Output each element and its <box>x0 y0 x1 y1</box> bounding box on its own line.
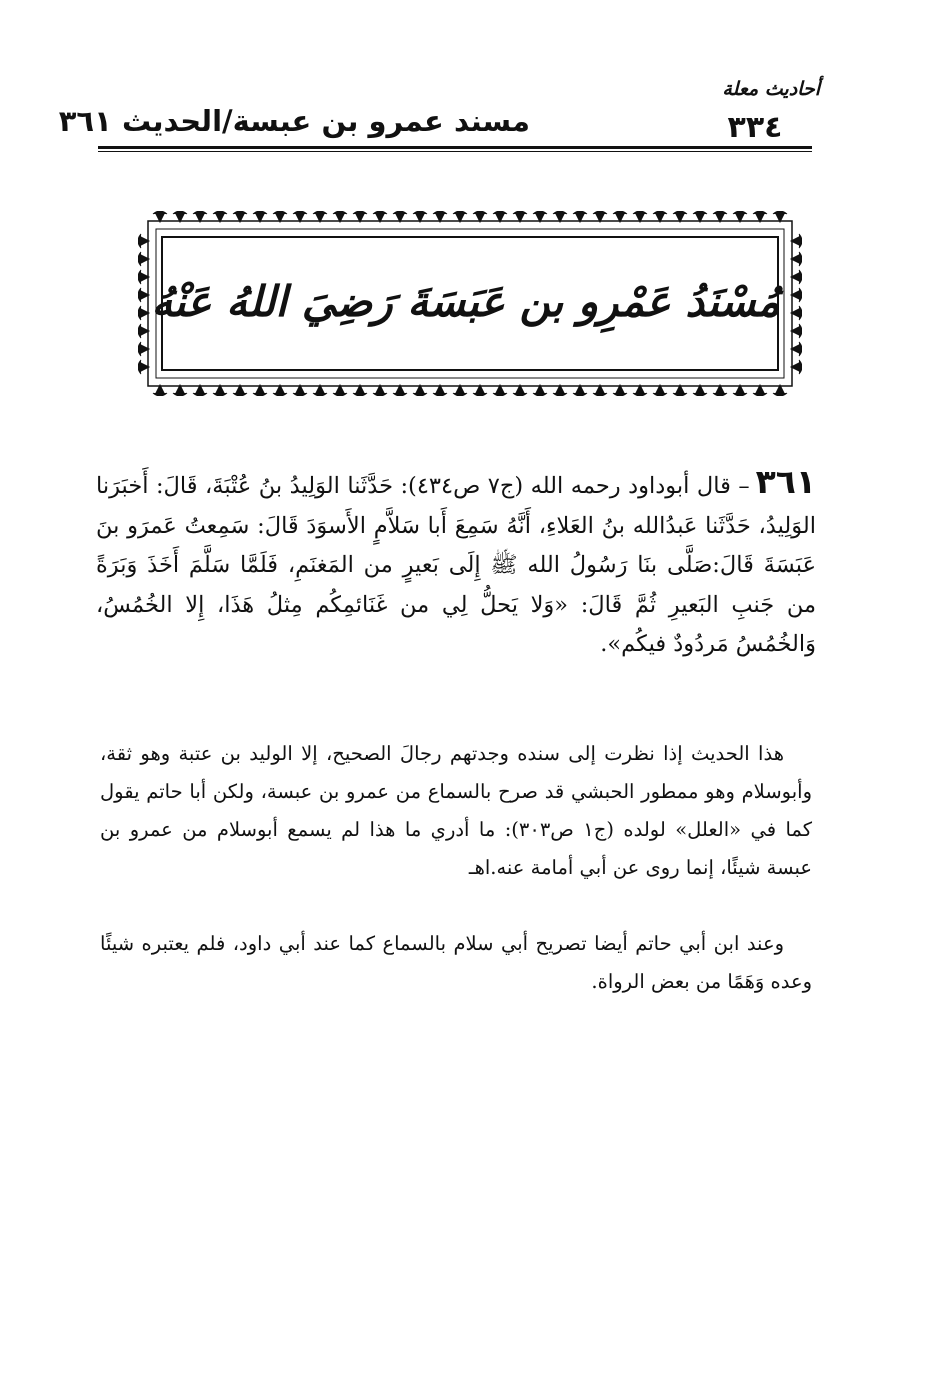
book-brand: أحاديث معلة <box>722 78 820 100</box>
running-title: مسند عمرو بن عبسة/الحديث ٣٦١ <box>58 104 530 138</box>
hadith-body: – قال أبوداود رحمه الله (ج٧ ص٤٣٤): حَدَّثَنا الوَلِيدُ بنُ عُتْبَةَ، قَالَ: أَخبَرَنا الوَلِيدُ، حَدَّثَنا عَبدُالله بنُ العَلاءِ، أَنَّهُ سَمِعَ أَبا سَلاَّمٍ الأَسوَدَ قَالَ: سَمِعتُ عَمرَو بنَ عَبَسَةَ قَالَ:صَلَّى بنَا رَسُولُ الله ﷺ إِلَى بَعيرٍ من المَغنَمِ، فَلَمَّا سَلَّمَ أَخَذَ وَبَرَةً من جَنبِ البَعيرِ ثُمَّ قَالَ: «وَلا يَحلُّ لِي من غَنَائمِكُم مِثلُ هَذَا، إِلا الخُمُسُ، وَالخُمُسُ مَردُودٌ فيكُم». <box>96 473 816 657</box>
commentary-text: وعند ابن أبي حاتم أيضا تصريح أبي سلام بالسماع كما عند أبي داود، فلم يعتبره شيئًا وعده وَهَمًا من بعض الرواة. <box>100 932 812 993</box>
commentary-paragraph-2 <box>100 925 812 1001</box>
hadith-text <box>96 462 816 665</box>
header-rule-thin <box>98 151 812 152</box>
hadith-number: ٣٦١ <box>755 462 816 501</box>
commentary-paragraph-1 <box>100 735 812 887</box>
commentary-text: هذا الحديث إذا نظرت إلى سنده وجدتهم رجالَ الصحيح، إلا الوليد بن عتبة وهو ثقة، وأبوسلام وهو ممطور الحبشي قد صرح بالسماع من عمرو بن عبسة، ولكن أبا حاتم يقول كما في «العلل» لولده (ج١ ص٣٠٣): ما أدري ما هذا لم يسمع أبوسلام من عمرو بن عبسة شيئًا، إنما روى عن أبي أمامة عنه.اهـ <box>100 742 812 879</box>
section-title: مُسْنَدُ عَمْرِو بن عَبَسَةَ رَضِيَ اللهُ عَنْهُ <box>151 277 780 326</box>
page-number: ٣٣٤ <box>727 110 783 145</box>
header-rule-thick <box>98 146 812 149</box>
